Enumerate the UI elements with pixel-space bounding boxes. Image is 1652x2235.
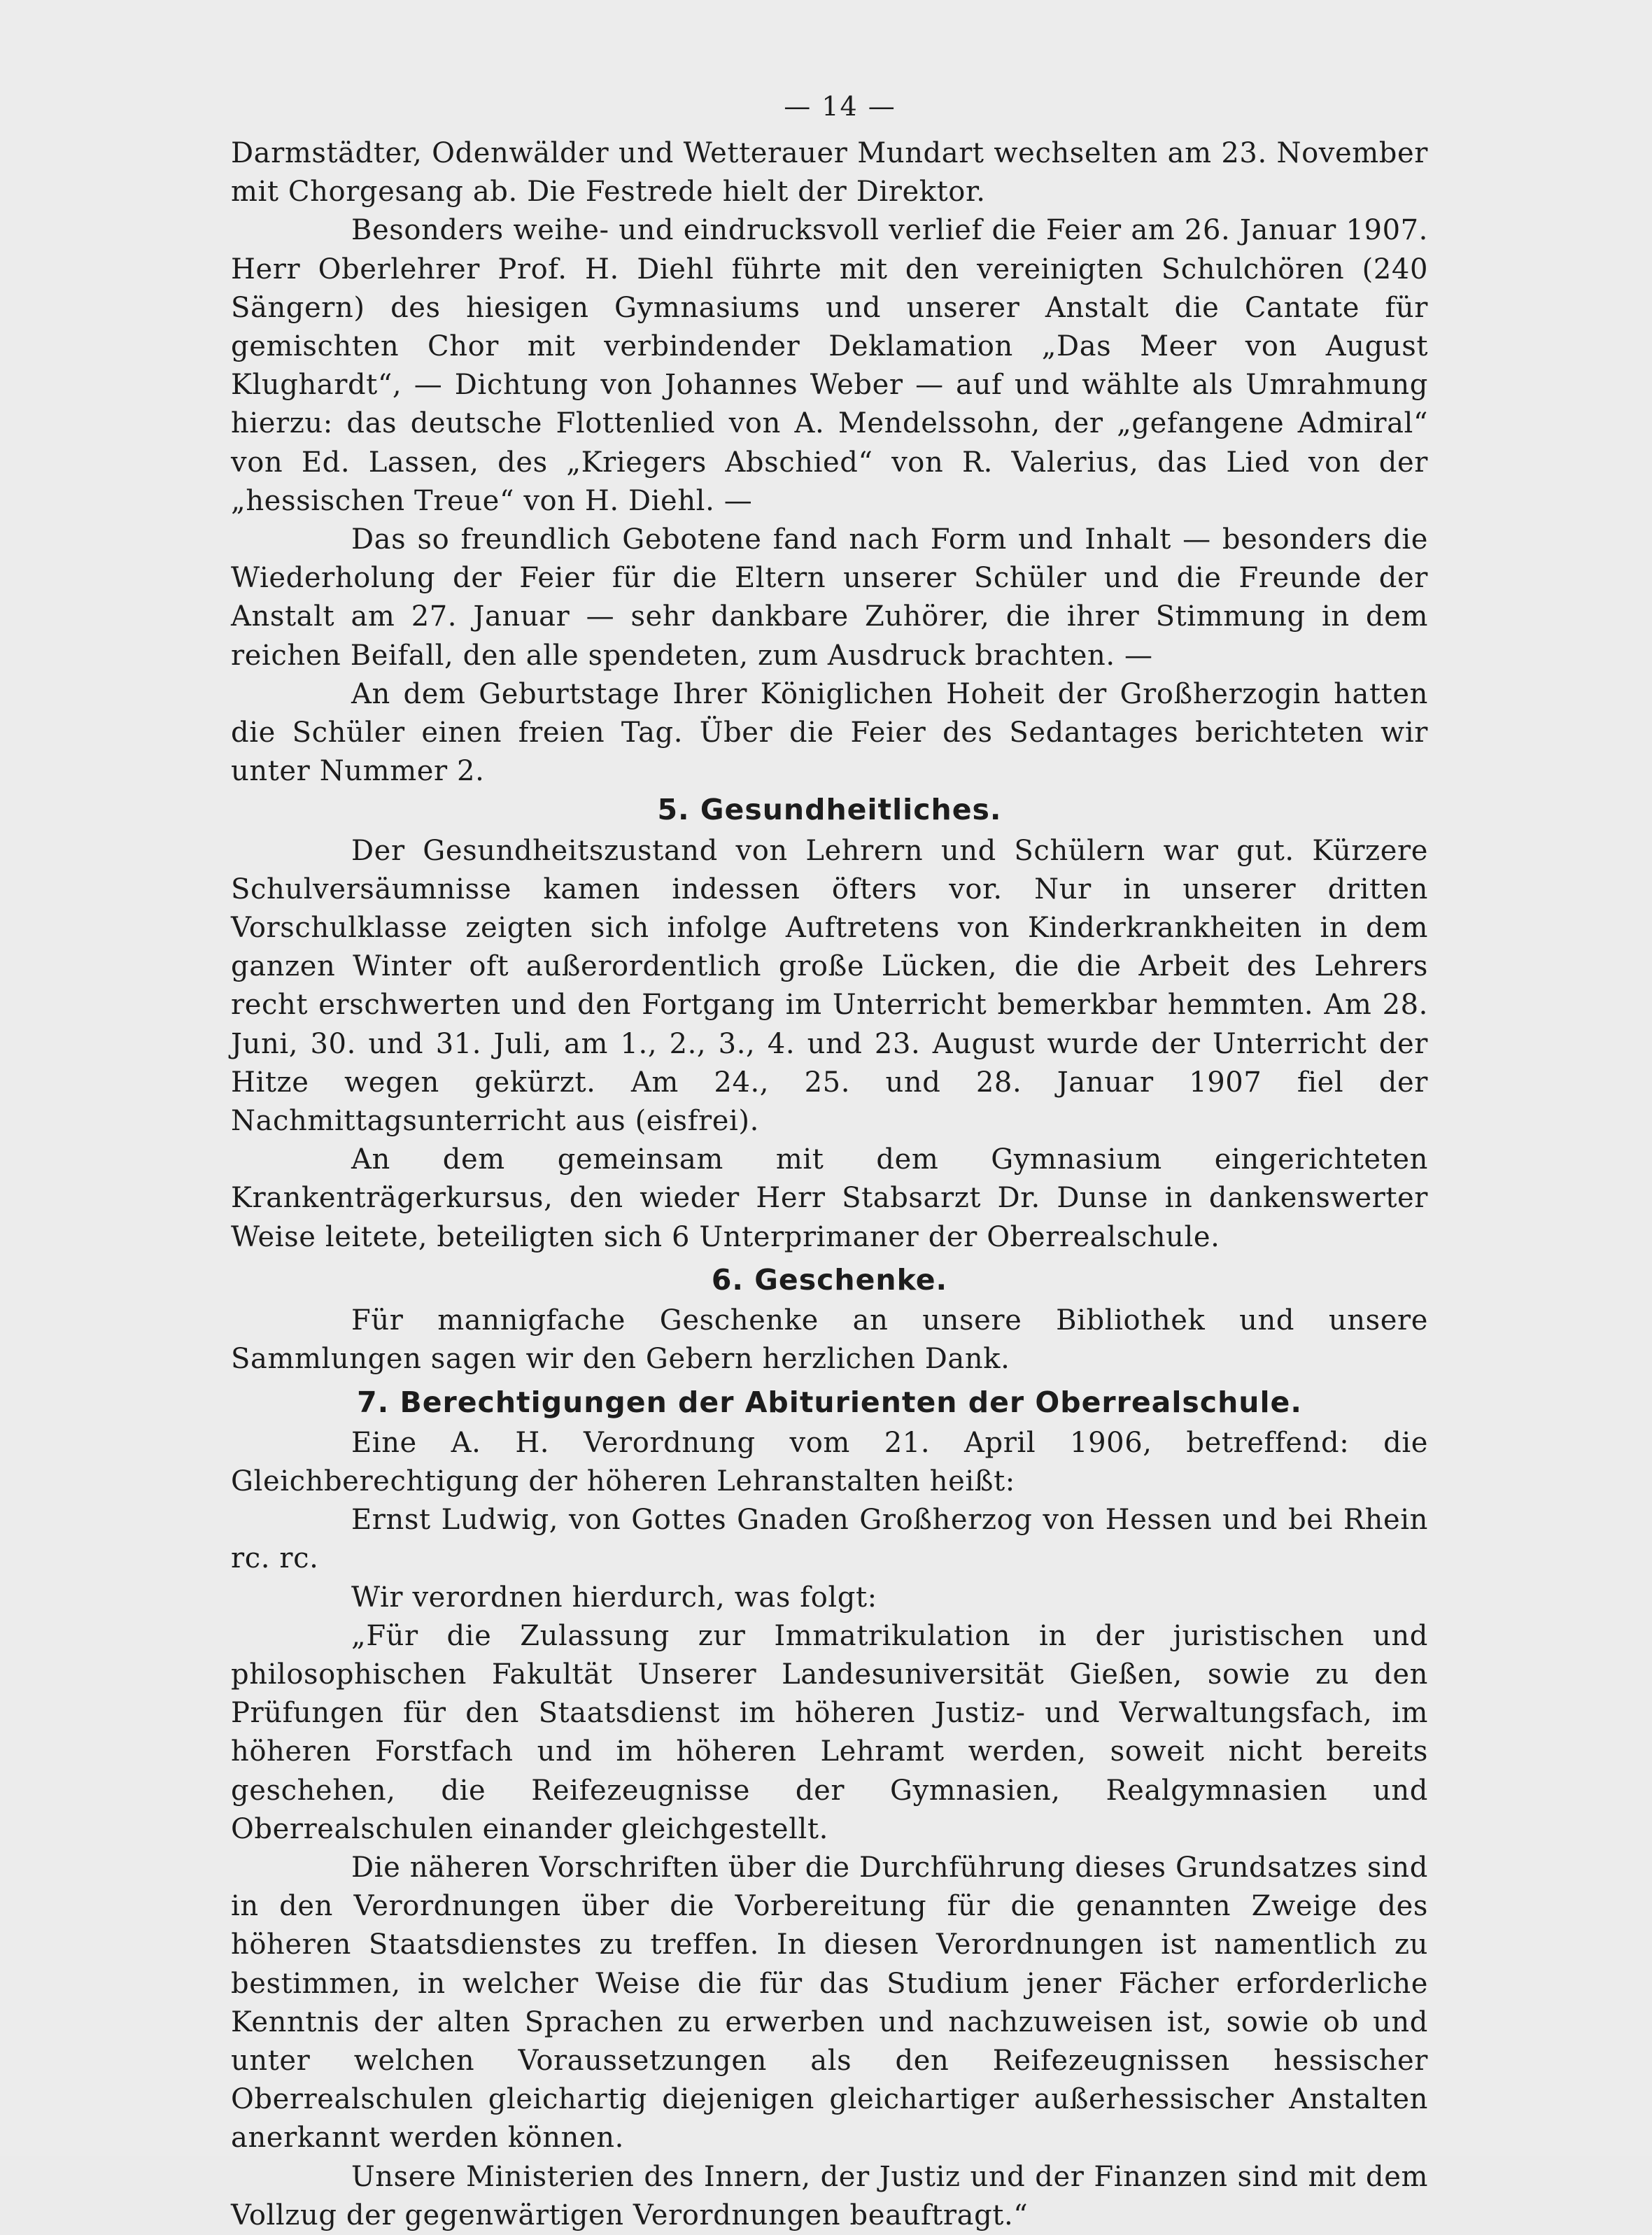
- paragraph-intro-4: An dem Geburtstage Ihrer Königlichen Hoheit der Großherzogin hatten die Schüler einen freien Tag. Über die Feier des Sedantages berichteten wir unter Nummer 2.: [231, 677, 1428, 788]
- paragraph-decree-article-1: „Für die Zulassung zur Immatrikulation in der juristischen und philosophischen Fakultät Unserer Landesuniversität Gießen, sowie zu den Prüfungen für den Staatsdienst im höheren Justiz- und Verwaltungsfach, im höheren Forstfach und im höheren Lehramt werden, soweit nicht bereits geschehen, die Reifezeugnisse der Gymnasien, Realgymnasien und Oberrealschulen einander gleichgestellt.: [231, 1619, 1428, 1845]
- paragraph-intro-2: Besonders weihe- und eindrucksvoll verlief die Feier am 26. Januar 1907. Herr Oberlehrer Prof. H. Diehl führte mit den vereinigten Schulchören (240 Sängern) des hiesigen Gymnasiums und unserer Anstalt die Cantate für gemischten Chor mit verbindender Deklamation „Das Meer von August Klughardt“, — Dichtung von Johannes Weber — auf und wählte als Umrahmung hierzu: das deutsche Flottenlied von A. Mendelssohn, der „gefangene Admiral“ von Ed. Lassen, des „Kriegers Abschied“ von R. Valerius, das Lied von der „hessischen Treue“ von H. Diehl. —: [231, 214, 1428, 517]
- section-heading-berechtigungen: 7. Berechtigungen der Abiturienten der Oberrealschule.: [357, 1385, 1302, 1419]
- paragraph-decree-order: Wir verordnen hierdurch, was folgt:: [351, 1581, 877, 1614]
- paragraph-intro-3: Das so freundlich Gebotene fand nach Form und Inhalt — besonders die Wiederholung der Feier für die Eltern unserer Schüler und die Freunde der Anstalt am 27. Januar — sehr dankbare Zuhörer, die ihrer Stimmung in dem reichen Beifall, den alle spendeten, zum Ausdruck brachten. —: [231, 523, 1428, 672]
- paragraph-decree-article-2: Die näheren Vorschriften über die Durchführung dieses Grundsatzes sind in den Verordnungen über die Vorbereitung für die genannten Zweige des höheren Staatsdienstes zu treffen. In diesen Verordnungen ist namentlich zu bestimmen, in welcher Weise die für das Studium jener Fächer erforderliche Kenntnis der alten Sprachen zu erwerben und nachzuweisen ist, sowie ob und unter welchen Voraussetzungen als den Reifezeugnissen hessischer Oberrealschulen gleichartig diejenigen gleichartiger außerhessischer Anstalten anerkannt werden können.: [231, 1851, 1428, 2155]
- paragraph-health-1: Der Gesundheitszustand von Lehrern und Schülern war gut. Kürzere Schulversäumnisse kamen indessen öfters vor. Nur in unserer dritten Vorschulklasse zeigten sich infolge Auftretens von Kinderkrankheiten in dem ganzen Winter oft außerordentlich große Lücken, die die Arbeit des Lehrers recht erschwerten und den Fortgang im Unterricht bemerkbar hemmten. Am 28. Juni, 30. und 31. Juli, am 1., 2., 3., 4. und 23. August wurde der Unterricht der Hitze wegen gekürzt. Am 24., 25. und 28. Januar 1907 fiel der Nachmittagsunterricht aus (eisfrei).: [231, 834, 1428, 1138]
- paragraph-decree-intro: Eine A. H. Verordnung vom 21. April 1906, betreffend: die Gleichberechtigung der höheren Lehranstalten heißt:: [231, 1426, 1428, 1497]
- paragraph-gifts-1: Für mannigfache Geschenke an unsere Bibliothek und unsere Sammlungen sagen wir den Gebern herzlichen Dank.: [231, 1304, 1428, 1376]
- section-heading-gesundheitliches: 5. Gesundheitliches.: [657, 793, 1002, 827]
- paragraph-intro-1: Darmstädter, Odenwälder und Wetterauer Mundart wechselten am 23. November mit Chorgesang ab. Die Festrede hielt der Direktor.: [231, 137, 1428, 209]
- paragraph-decree-article-3: Unsere Ministerien des Innern, der Justiz und der Finanzen sind mit dem Vollzug der gegenwärtigen Verordnungen beauftragt.“: [231, 2160, 1428, 2232]
- section-heading-geschenke: 6. Geschenke.: [711, 1262, 948, 1297]
- page-number: — 14 —: [784, 91, 896, 122]
- paragraph-decree-sovereign: Ernst Ludwig, von Gottes Gnaden Großherzog von Hessen und bei Rhein rc. rc.: [231, 1504, 1428, 1575]
- paragraph-health-2: An dem gemeinsam mit dem Gymnasium eingerichteten Krankenträgerkursus, den wieder Herr Stabsarzt Dr. Dunse in dankenswerter Weise leitete, beteiligten sich 6 Unterprimaner der Oberrealschule.: [231, 1143, 1428, 1253]
